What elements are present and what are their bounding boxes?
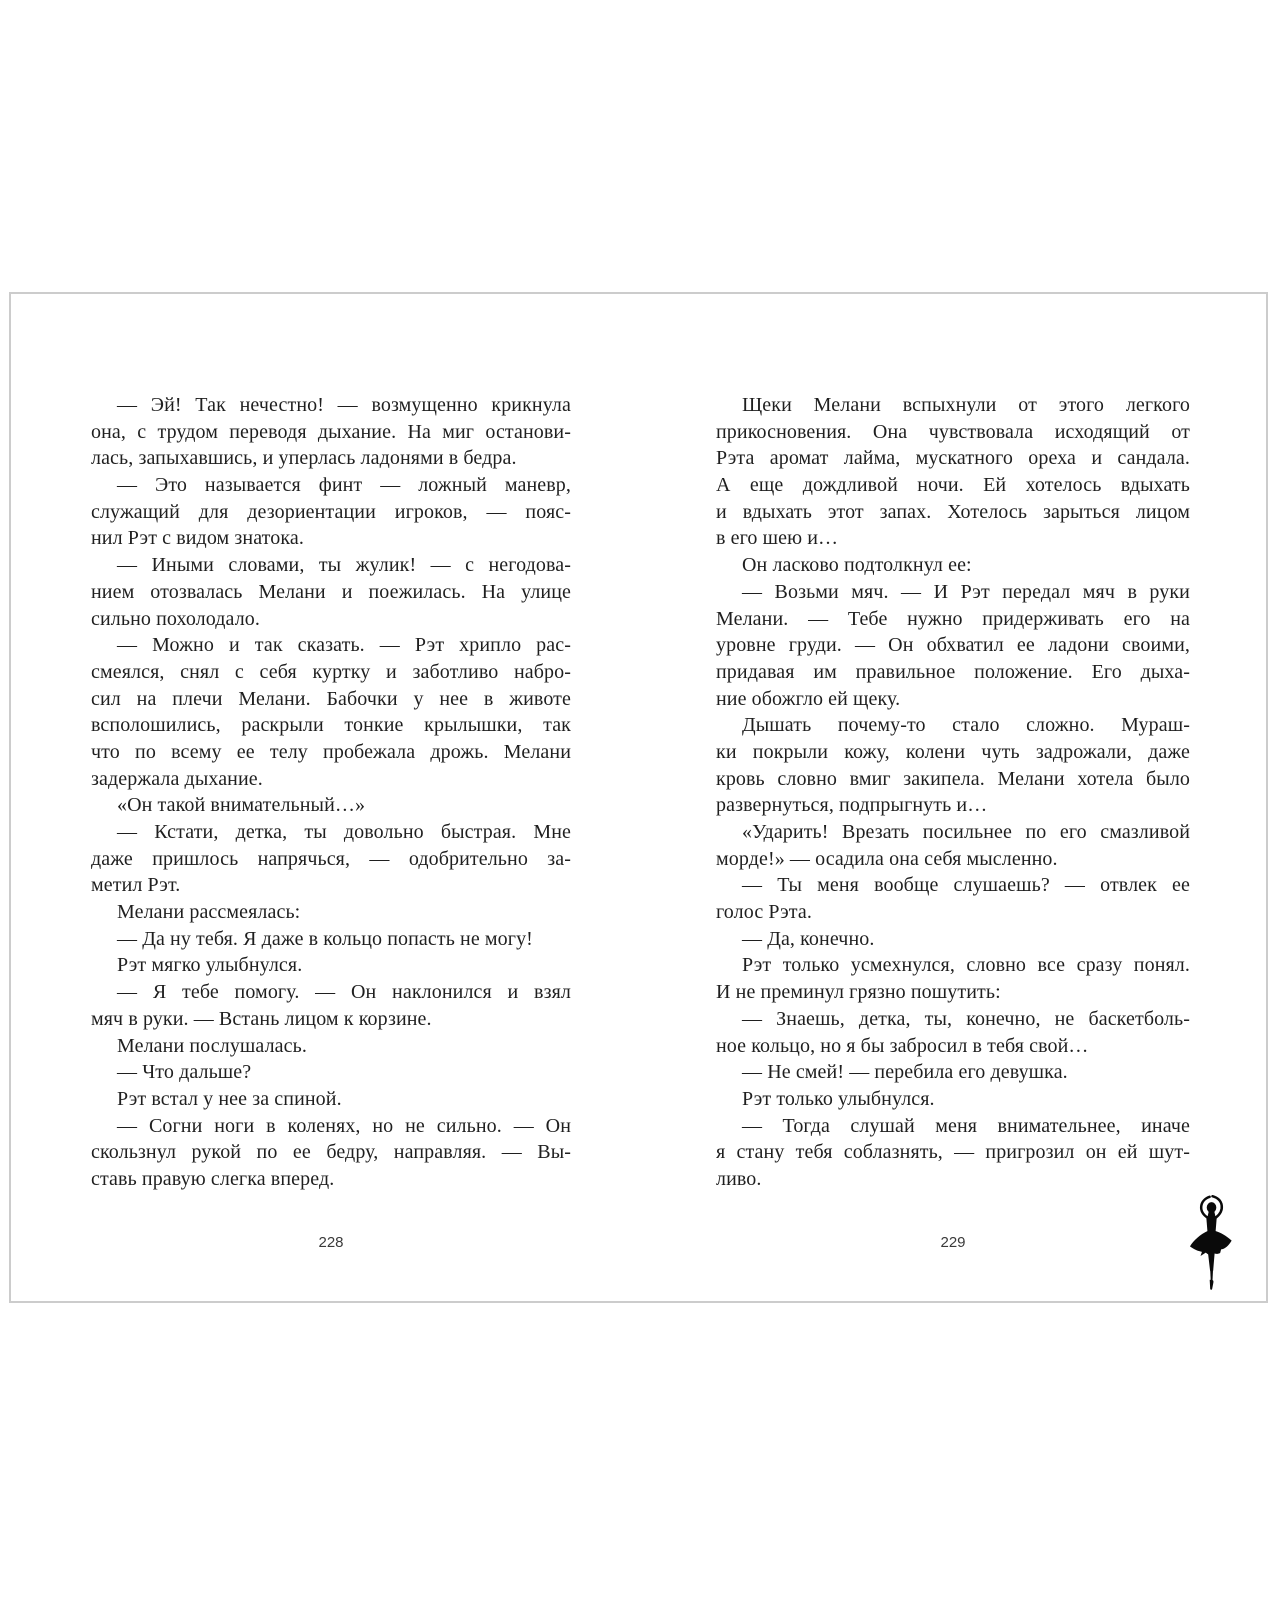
text-line: ки покрыли кожу, колени чуть задрожали, даже [716,740,1190,763]
text-line: в его шею и… [716,527,839,550]
text-line: — Согни ноги в коленях, но не сильно. — Он [117,1114,571,1137]
text-line: Щеки Мелани вспыхнули от этого легкого [742,394,1190,416]
page-right-text-column [716,392,1190,1193]
text-line: что по всему ее телу пробежала дрожь. Мелани [91,740,571,763]
text-line: Рэта аромат лайма, мускатного ореха и сандала. [716,447,1190,470]
text-line: метил Рэт. [91,874,181,897]
text-line: — Знаешь, детка, ты, конечно, не баскетболь- [742,1007,1190,1030]
text-line: ливо. [716,1167,762,1190]
text-line: даже пришлось напрячься, — одобрительно за- [91,847,571,870]
page-left-text-column [91,392,571,1193]
text-line: нил Рэт с видом знатока. [91,527,304,550]
text-line: всполошились, раскрыли тонкие крылышки, так [91,714,571,737]
text-line: И не преминул грязно пошутить: [716,981,1001,1004]
text-line: мяч в руки. — Встань лицом к корзине. [91,1007,432,1030]
page-number-left: 228 [318,1234,344,1251]
text-line: нием отозвалась Мелани и поежилась. На улице [91,580,571,603]
text-line: Мелани послушалась. [117,1034,307,1057]
text-line: «Ударить! Врезать посильнее по его смазливой [742,821,1190,843]
text-line: Рэт встал у нее за спиной. [117,1087,342,1110]
text-line: Мелани рассмеялась: [117,901,301,924]
text-line: «Он такой внимательный…» [117,794,366,817]
text-line: развернуться, подпрыгнуть и… [716,794,988,817]
text-line: она, с трудом переводя дыхание. На миг останови- [91,420,571,443]
book-spread [9,292,1268,1303]
text-line: сильно похолодало. [91,607,260,630]
text-line: — Тогда слушай меня внимательнее, иначе [742,1114,1190,1137]
text-line: смеялся, снял с себя куртку и заботливо набро- [91,660,571,683]
text-line: Рэт только усмехнулся, словно все сразу понял. [742,954,1190,977]
text-line: — Не смей! — перебила его девушка. [742,1061,1068,1084]
text-line: прикосновения. Она чувствовала исходящий от [716,420,1190,443]
text-line: — Иными словами, ты жулик! — с негодова- [117,554,571,577]
text-line: задержала дыхание. [91,767,263,790]
text-line: Он ласково подтолкнул ее: [742,554,972,577]
text-line: — Ты меня вообще слушаешь? — отвлек ее [742,874,1190,897]
text-line: сил на плечи Мелани. Бабочки у нее в животе [91,687,571,710]
text-line: — Кстати, детка, ты довольно быстрая. Мне [117,821,571,843]
text-line: — Я тебе помогу. — Он наклонился и взял [117,981,571,1004]
page-number-right: 229 [940,1234,966,1251]
text-line: — Возьми мяч. — И Рэт передал мяч в руки [742,580,1190,603]
text-line: — Что дальше? [117,1061,252,1084]
text-line: придавая им правильное положение. Его дыха- [716,660,1190,683]
text-line: кровь словно вмиг закипела. Мелани хотела было [716,767,1190,790]
text-line: служащий для дезориентации игроков, — пояс- [91,500,571,523]
text-line: Рэт только улыбнулся. [742,1087,935,1110]
text-line: уровне груди. — Он обхватил ее ладони своими, [716,634,1190,657]
text-line: голос Рэта. [716,901,812,924]
text-line: — Да, конечно. [742,927,875,950]
text-line: лась, запыхавшись, и уперлась ладонями в бедра. [91,447,517,470]
text-line: ставь правую слегка вперед. [91,1167,335,1190]
text-line: Дышать почему-то стало сложно. Мураш- [742,714,1190,737]
text-line: ние обожгло ей щеку. [716,687,901,710]
text-line: я стану тебя соблазнять, — пригрозил он ей шут- [716,1141,1190,1164]
text-line: ное кольцо, но я бы забросил в тебя свой… [716,1034,1089,1057]
text-line: Мелани. — Тебе нужно придерживать его на [716,607,1190,630]
ballerina-silhouette-icon [1189,1194,1235,1292]
text-line: — Да ну тебя. Я даже в кольцо попасть не могу! [117,927,533,950]
text-line: скользнул рукой по ее бедру, направляя. — Вы- [91,1141,571,1164]
text-line: — Эй! Так нечестно! — возмущенно крикнула [117,394,571,416]
text-line: морде!» — осадила она себя мысленно. [716,847,1058,870]
text-line: — Это называется финт — ложный маневр, [117,474,571,497]
text-line: А еще дождливой ночи. Ей хотелось вдыхать [716,474,1190,497]
text-line: и вдыхать этот запах. Хотелось зарыться лицом [716,500,1190,523]
text-line: — Можно и так сказать. — Рэт хрипло рас- [117,634,571,657]
text-line: Рэт мягко улыбнулся. [117,954,303,977]
